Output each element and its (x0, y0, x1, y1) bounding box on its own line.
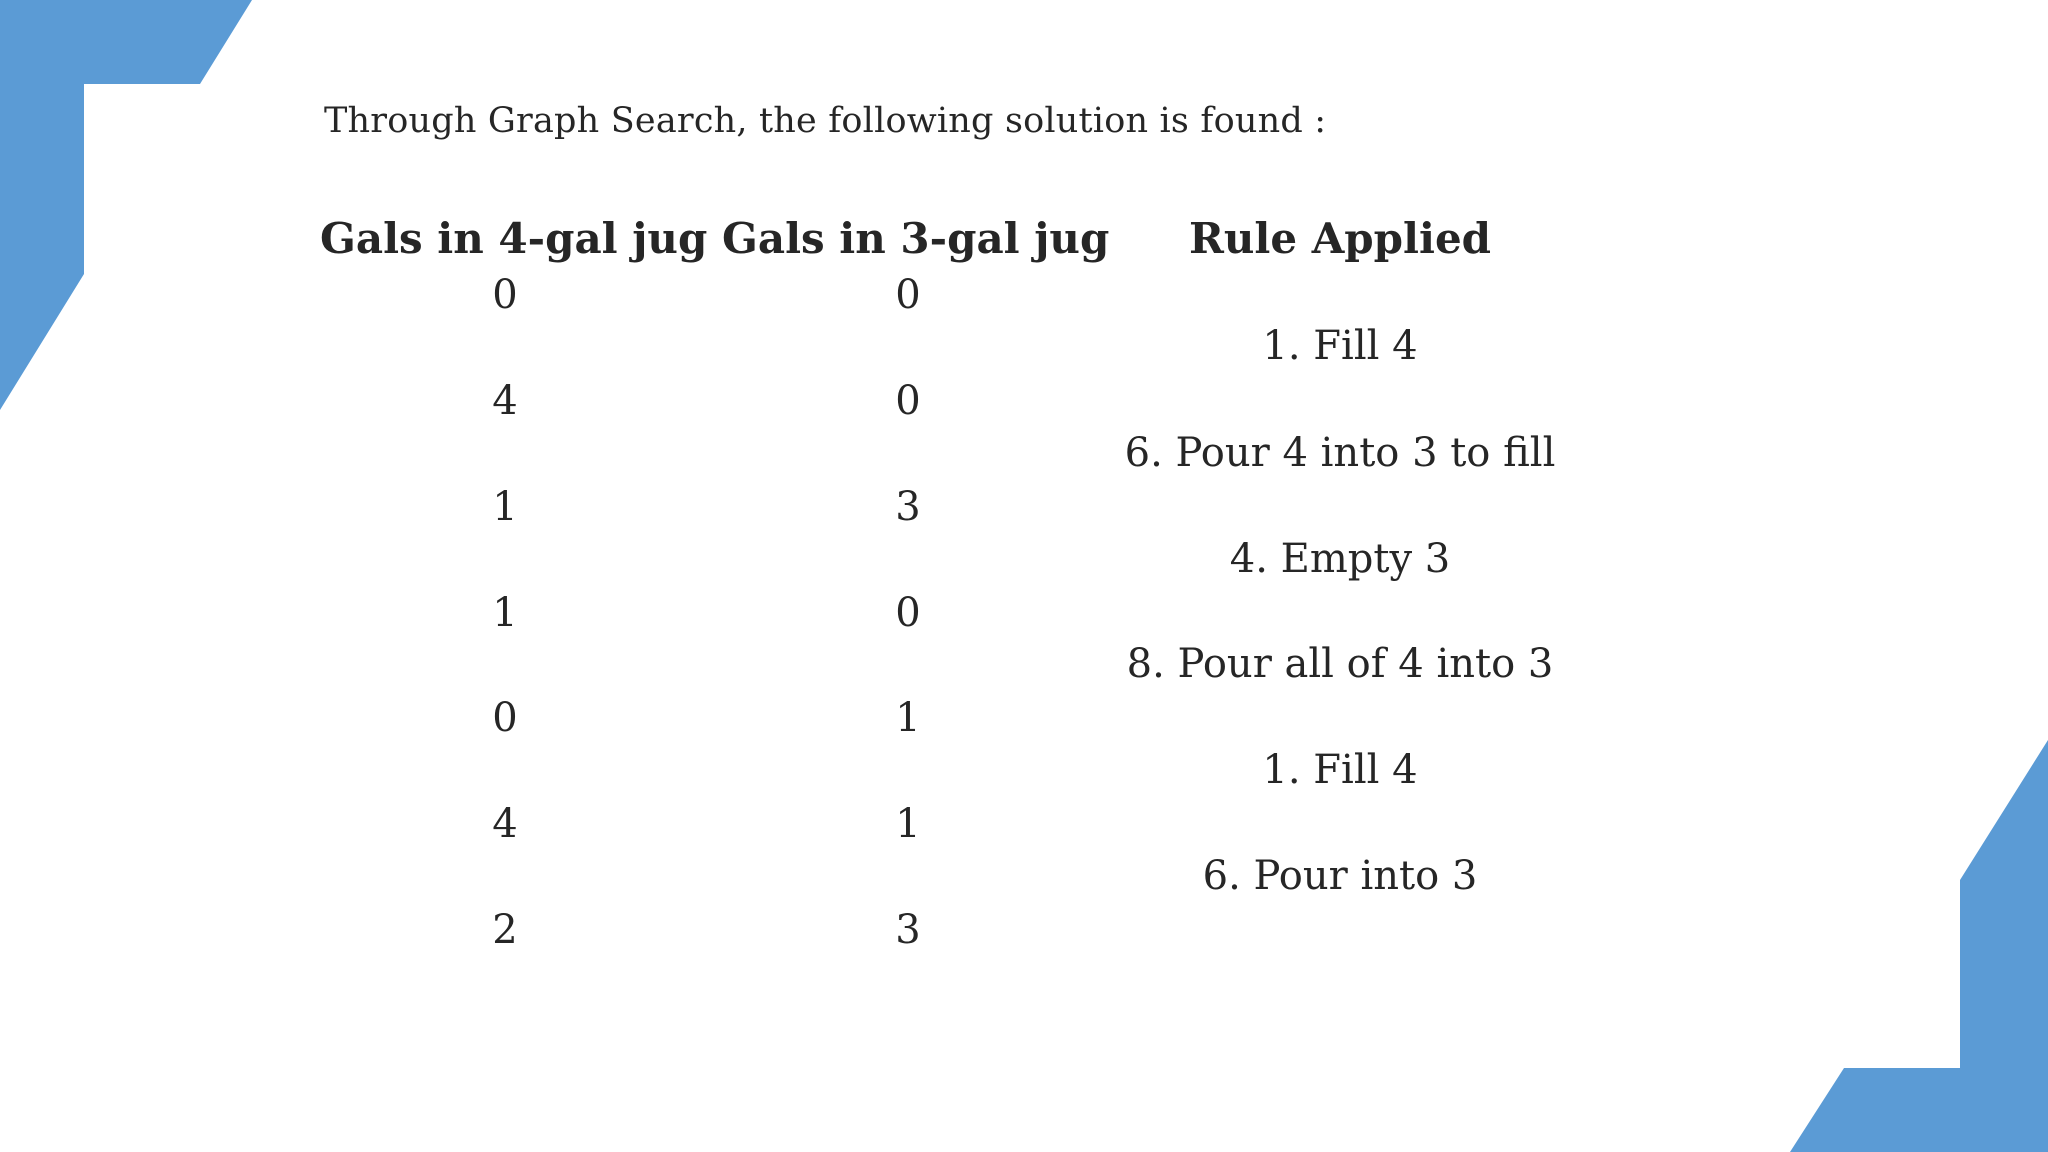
intro-text: Through Graph Search, the following solution is found : (324, 101, 1327, 141)
state-4-three-gal: 0 (895, 590, 921, 636)
corner-decoration-top-left (0, 0, 260, 420)
state-2-three-gal: 0 (895, 378, 921, 424)
state-5-three-gal: 1 (895, 695, 921, 741)
state-7-three-gal: 3 (895, 907, 921, 953)
column-header-3-gal-jug: Gals in 3-gal jug (722, 214, 1110, 263)
state-3-three-gal: 3 (895, 484, 921, 530)
column-header-4-gal-jug: Gals in 4-gal jug (320, 214, 708, 263)
rule-2: 6. Pour 4 into 3 to fill (1124, 430, 1556, 476)
rule-3: 4. Empty 3 (1229, 536, 1451, 582)
state-7-four-gal: 2 (492, 907, 518, 953)
state-6-three-gal: 1 (895, 801, 921, 847)
rule-4: 8. Pour all of 4 into 3 (1126, 641, 1554, 687)
state-1-three-gal: 0 (895, 272, 921, 318)
corner-shape-top-left (0, 0, 252, 410)
rule-5: 1. Fill 4 (1262, 747, 1418, 793)
rule-6: 6. Pour into 3 (1202, 853, 1478, 899)
column-header-rule-applied: Rule Applied (1188, 214, 1492, 263)
state-2-four-gal: 4 (492, 378, 518, 424)
corner-shape-bottom-right (1790, 740, 2048, 1152)
state-3-four-gal: 1 (492, 484, 518, 530)
state-4-four-gal: 1 (492, 590, 518, 636)
corner-decoration-bottom-right (1790, 740, 2048, 1152)
state-1-four-gal: 0 (492, 272, 518, 318)
rule-1: 1. Fill 4 (1262, 323, 1418, 369)
state-6-four-gal: 4 (492, 801, 518, 847)
state-5-four-gal: 0 (492, 695, 518, 741)
